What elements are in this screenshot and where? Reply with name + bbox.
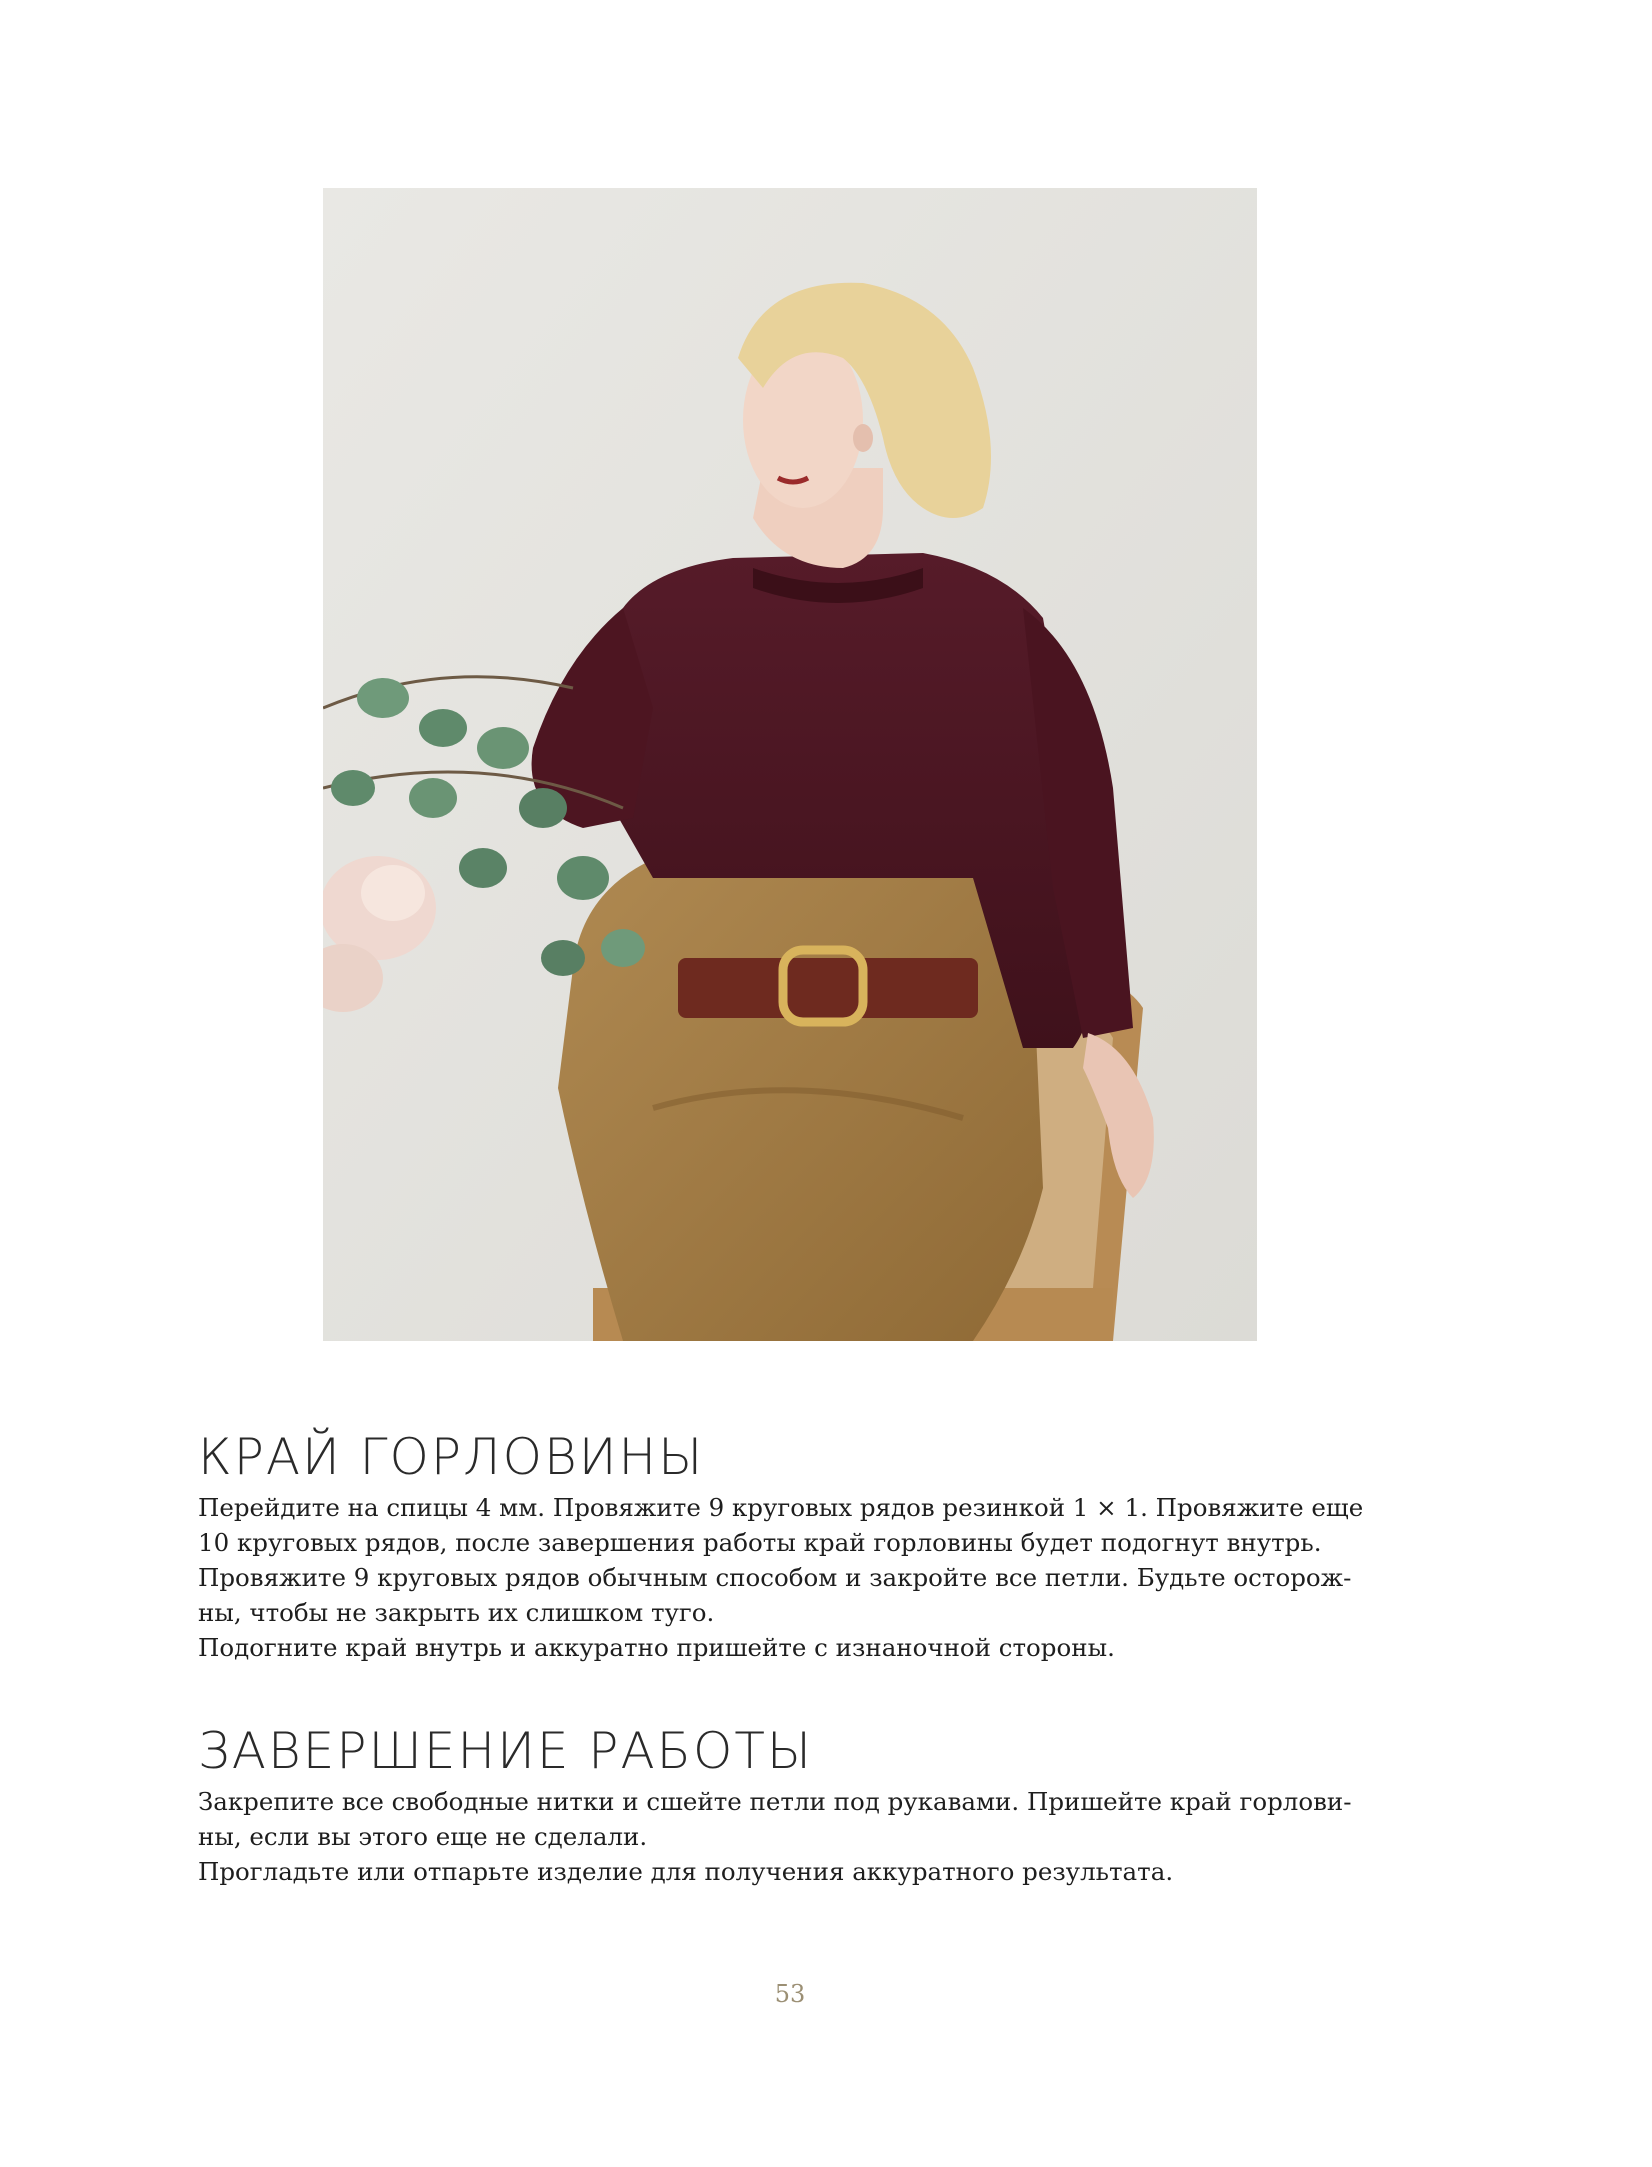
fashion-photo (323, 188, 1257, 1341)
text-line: Подогните край внутрь и аккуратно пришейте с изнаночной стороны. (198, 1633, 1115, 1662)
section-body-finishing (198, 1784, 1388, 1889)
text-line: ны, если вы этого еще не сделали. (198, 1822, 648, 1851)
text-line: 10 круговых рядов, после завершения работы край горловины будет подогнут внутрь. (198, 1528, 1322, 1557)
section-title-neck-edge: КРАЙ ГОРЛОВИНЫ (198, 1428, 705, 1486)
text-line: Закрепите все свободные нитки и сшейте петли под рукавами. Пришейте край горлови- (198, 1787, 1352, 1816)
photo-illustration (323, 188, 1257, 1341)
text-line: Перейдите на спицы 4 мм. Провяжите 9 круговых рядов резинкой 1 × 1. Провяжите еще (198, 1493, 1364, 1522)
section-title-finishing: ЗАВЕРШЕНИЕ РАБОТЫ (198, 1722, 813, 1780)
text-line: ны, чтобы не закрыть их слишком туго. (198, 1598, 715, 1627)
page-number: 53 (774, 1980, 806, 2008)
text-line: Прогладьте или отпарьте изделие для получения аккуратного результата. (198, 1857, 1174, 1886)
belt (678, 958, 978, 1018)
section-body-neck-edge (198, 1490, 1388, 1665)
text-line: Провяжите 9 круговых рядов обычным способом и закройте все петли. Будьте осторож- (198, 1563, 1352, 1592)
